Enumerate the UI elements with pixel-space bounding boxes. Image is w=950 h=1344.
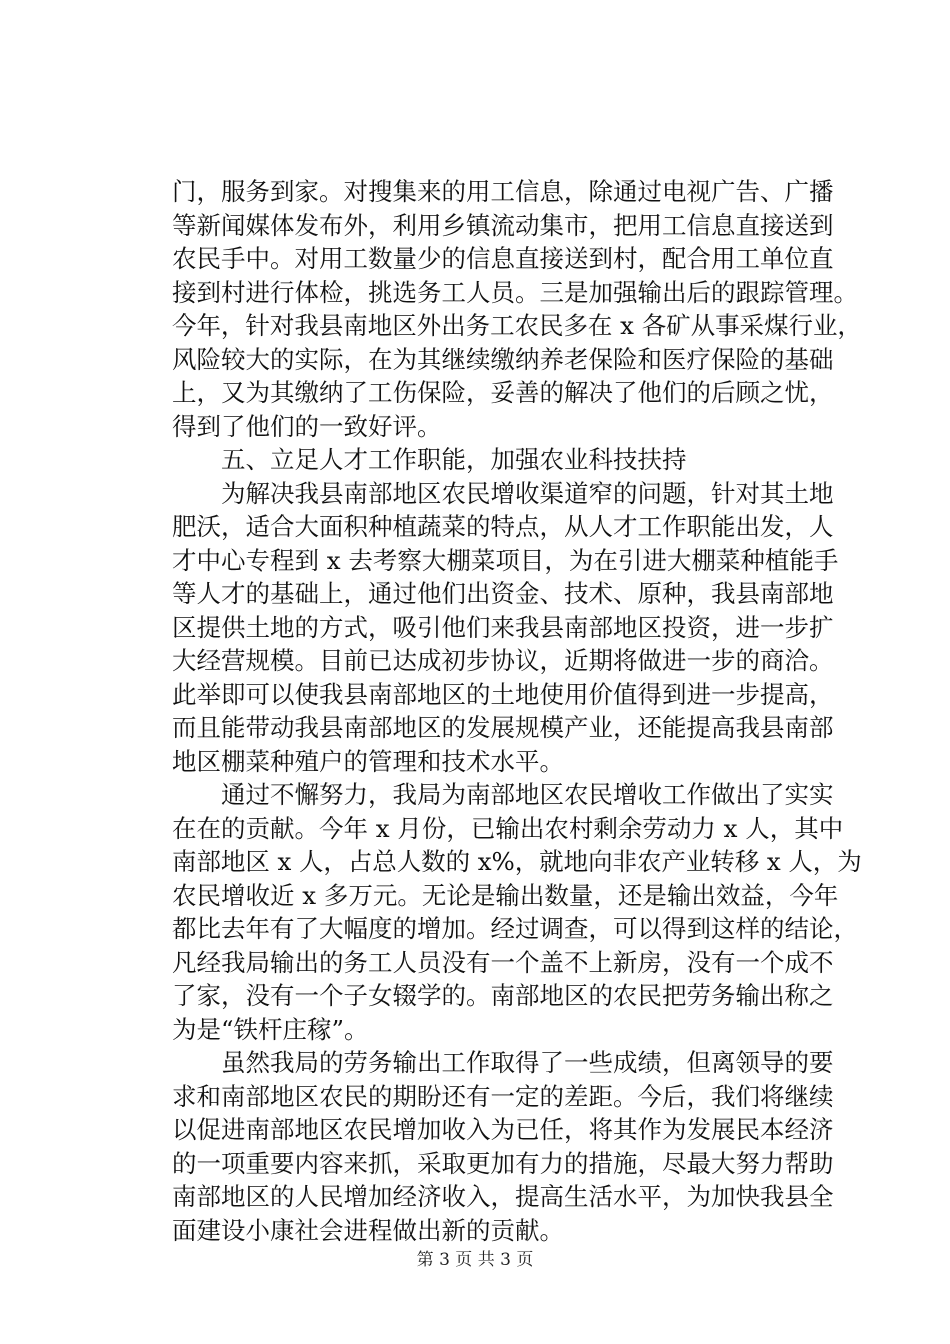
- text-line: 在在的贡献。今年 x 月份，已输出农村剩余劳动力 x 人，其中: [172, 813, 844, 843]
- text-line: 此举即可以使我县南部地区的土地使用价值得到进一步提高，: [172, 679, 834, 709]
- text-line: 区提供土地的方式，吸引他们来我县南部地区投资，进一步扩: [172, 612, 834, 642]
- text-line: 才中心专程到 x 去考察大棚菜项目，为在引进大棚菜种植能手: [172, 545, 839, 575]
- text-line: 今年，针对我县南地区外出务工农民多在 x 各矿从事采煤行业，: [172, 311, 862, 340]
- text-line: 地区棚菜种殖户的管理和技术水平。: [172, 746, 564, 776]
- text-line: 面建设小康社会进程做出新的贡献。: [172, 1215, 564, 1245]
- text-line: 南部地区 x 人，占总人数的 x%，就地向非农产业转移 x 人，为: [172, 847, 862, 876]
- text-line: 门，服务到家。对搜集来的用工信息，除通过电视广告、广播: [172, 177, 834, 206]
- text-line: 求和南部地区农民的期盼还有一定的差距。今后，我们将继续: [172, 1081, 834, 1111]
- text-line: 风险较大的实际，在为其继续缴纳养老保险和医疗保险的基础: [172, 344, 834, 374]
- text-line: 的一项重要内容来抓，采取更加有力的措施，尽最大努力帮助: [172, 1148, 834, 1178]
- text-line: 得到了他们的一致好评。: [172, 411, 442, 441]
- document-body: [172, 175, 862, 1247]
- text-line: 都比去年有了大幅度的增加。经过调查，可以得到这样的结论，: [172, 914, 858, 943]
- text-line: 肥沃，适合大面积种植蔬菜的特点，从人才工作职能出发，人: [172, 512, 834, 541]
- text-line: 通过不懈努力，我局为南部地区农民增收工作做出了实实: [221, 780, 834, 809]
- section-heading: 五、立足人才工作职能，加强农业科技扶持: [221, 445, 687, 474]
- text-line: 凡经我局输出的务工人员没有一个盖不上新房，没有一个成不: [172, 947, 834, 977]
- text-line: 接到村进行体检，挑选务工人员。三是加强输出后的跟踪管理。: [172, 277, 858, 307]
- text-line: 为是“铁杆庄稼”。: [172, 1014, 369, 1044]
- text-line: 上，又为其缴纳了工伤保险，妥善的解决了他们的后顾之忧，: [172, 378, 834, 407]
- text-line: 等新闻媒体发布外，利用乡镇流动集市，把用工信息直接送到: [172, 210, 834, 240]
- page-number-footer: 第 3 页 共 3 页: [416, 1250, 534, 1270]
- text-line: 了家，没有一个子女辍学的。南部地区的农民把劳务输出称之: [172, 981, 834, 1010]
- text-line: 农民手中。对用工数量少的信息直接送到村，配合用工单位直: [172, 244, 834, 273]
- text-line: 大经营规模。目前已达成初步协议，近期将做进一步的商洽。: [172, 646, 834, 675]
- text-line: 农民增收近 x 多万元。无论是输出数量，还是输出效益，今年: [172, 880, 839, 910]
- text-line: 以促进南部地区农民增加收入为已任，将其作为发展民本经济: [172, 1115, 834, 1144]
- text-line: 而且能带动我县南部地区的发展规模产业，还能提高我县南部: [172, 713, 834, 742]
- text-line: 等人才的基础上，通过他们出资金、技术、原种，我县南部地: [172, 579, 834, 608]
- text-line: 虽然我局的劳务输出工作取得了一些成绩，但离领导的要: [221, 1048, 834, 1077]
- text-line: 为解决我县南部地区农民增收渠道窄的问题，针对其土地: [221, 478, 834, 508]
- text-line: 南部地区的人民增加经济收入，提高生活水平，为加快我县全: [172, 1182, 834, 1211]
